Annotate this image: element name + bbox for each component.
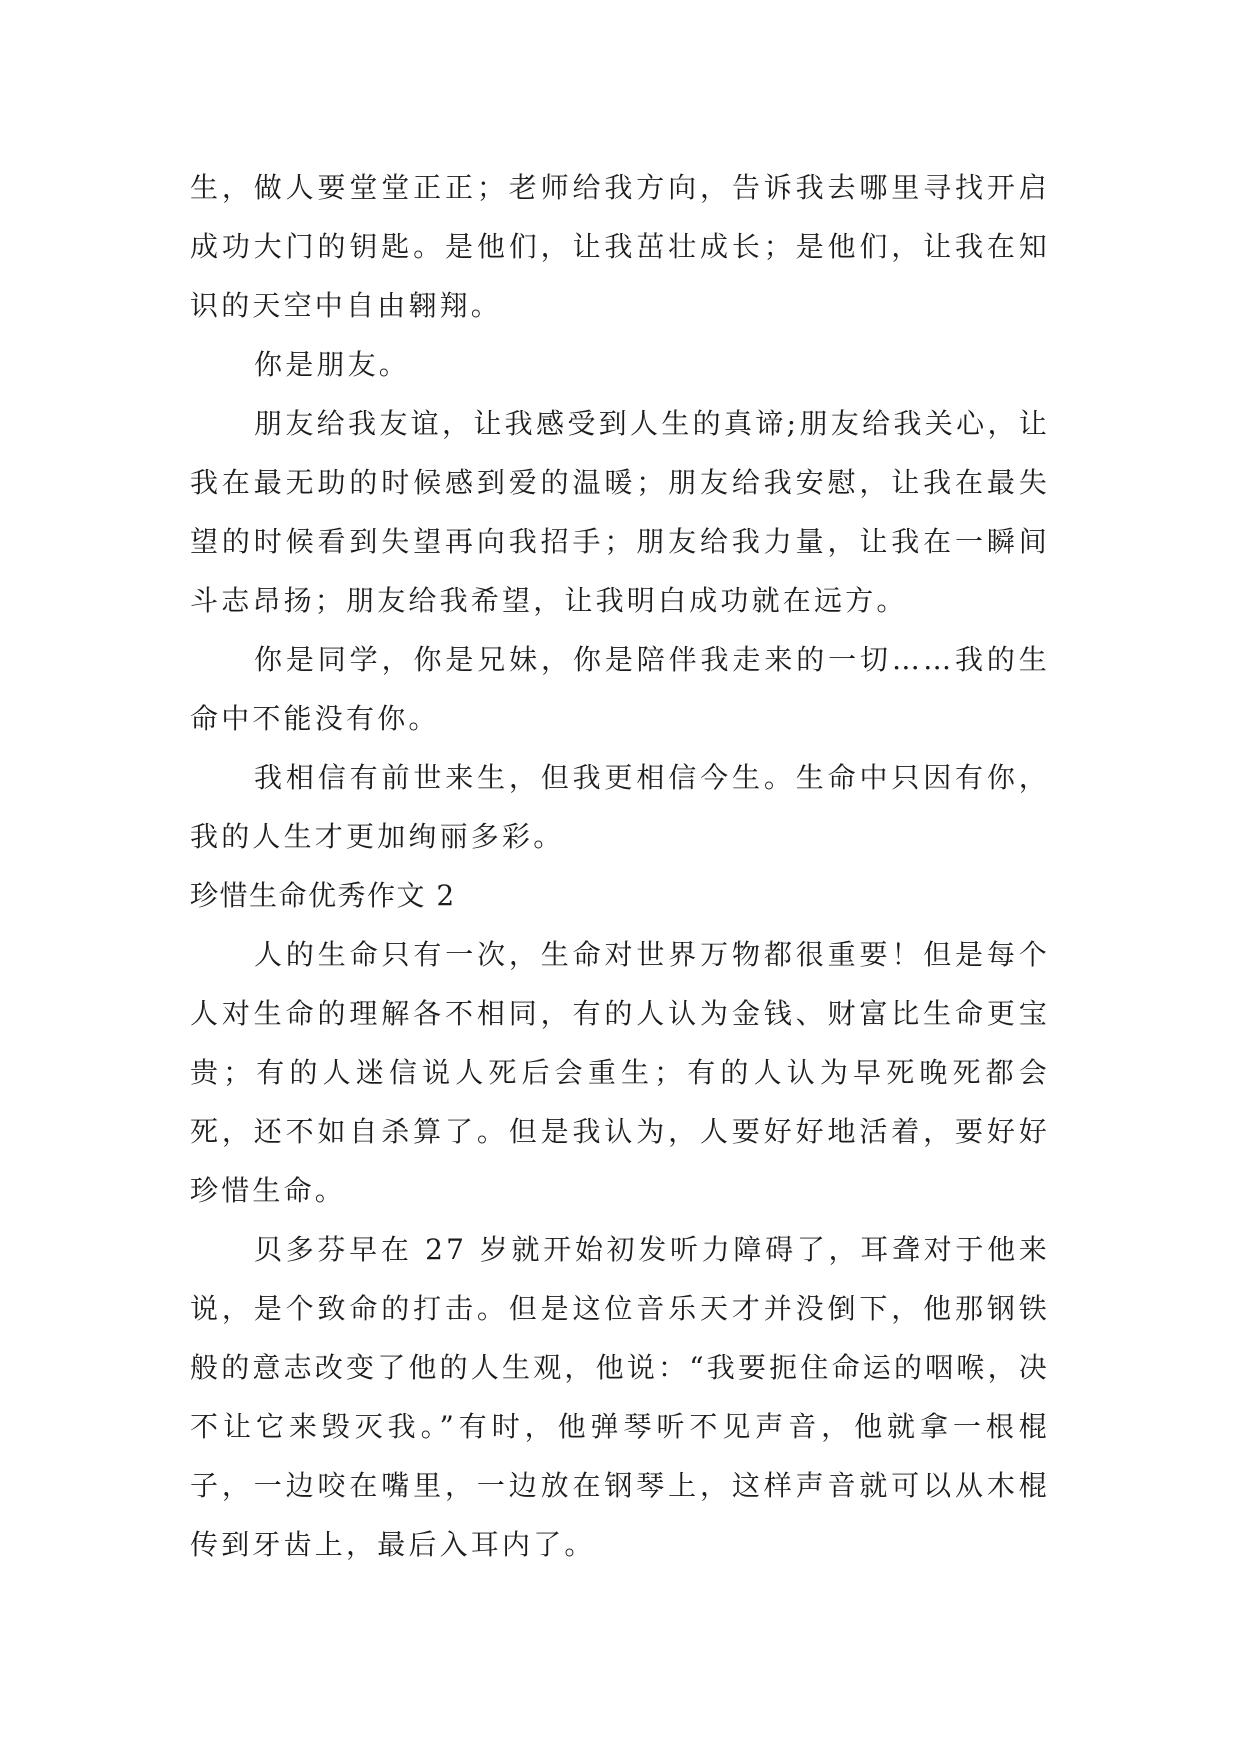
paragraph-beethoven: 贝多芬早在 27 岁就开始初发听力障碍了，耳聋对于他来说，是个致命的打击。但是这位音乐天才并没倒下，他那钢铁般的意志改变了他的人生观，他说：“我要扼住命运的咽喉，决不让它来毁灭我。”有时，他弹琴听不见声音，他就拿一根棍子，一边咬在嘴里，一边放在钢琴上，这样声音就可以从木棍传到牙齿上，最后入耳内了。 (190, 1233, 1050, 1561)
document-body (190, 158, 1050, 1574)
section-heading: 珍惜生命优秀作文 2 (190, 879, 456, 912)
paragraph-classmates: 你是同学，你是兄妹，你是陪伴我走来的一切……我的生命中不能没有你。 (190, 643, 1050, 735)
paragraph-friend: 朋友给我友谊，让我感受到人生的真谛;朋友给我关心，让我在最无助的时候感到爱的温暖；朋友给我安慰，让我在最失望的时候看到失望再向我招手；朋友给我力量，让我在一瞬间斗志昂扬；朋友给我希望，让我明白成功就在远方。 (190, 407, 1050, 617)
paragraph-life-once: 人的生命只有一次，生命对世界万物都很重要！但是每个人对生命的理解各不相同，有的人认为金钱、财富比生命更宝贵；有的人迷信说人死后会重生；有的人认为早死晚死都会死，还不如自杀算了。但是我认为，人要好好地活着，要好好珍惜生命。 (190, 938, 1050, 1207)
paragraph-1: 生，做人要堂堂正正；老师给我方向，告诉我去哪里寻找开启成功大门的钥匙。是他们，让我茁壮成长；是他们，让我在知识的天空中自由翱翔。 (190, 171, 1050, 322)
paragraph-belief: 我相信有前世来生，但我更相信今生。生命中只因有你，我的人生才更加绚丽多彩。 (190, 761, 1050, 853)
paragraph-friend-intro: 你是朋友。 (254, 348, 411, 381)
